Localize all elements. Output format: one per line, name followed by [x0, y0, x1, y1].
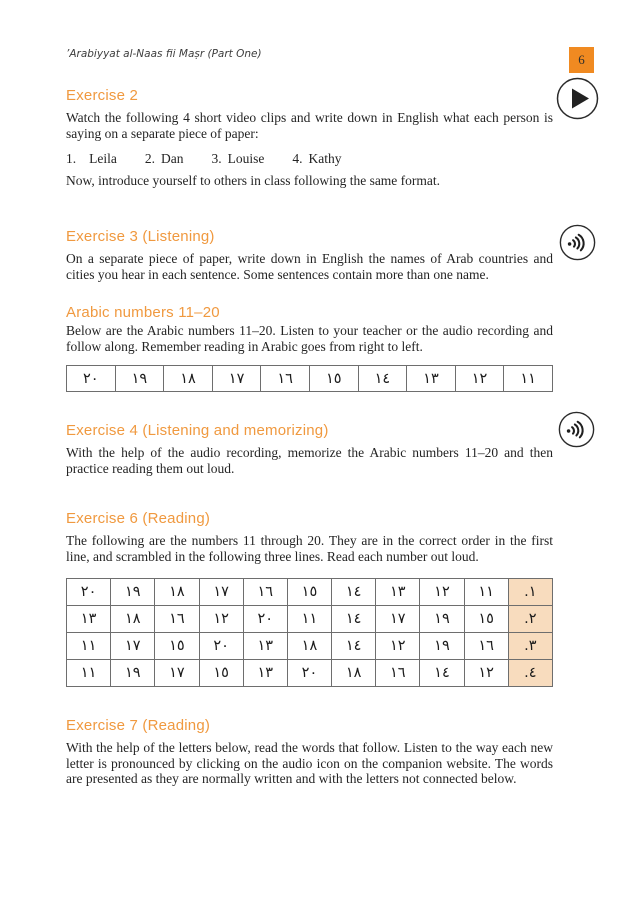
exercise-6-instructions: The following are the numbers 11 through 20. They are in the correct order in the first line, and scrambled in the following three lines. Read each number out loud. — [66, 533, 553, 564]
number-cell: ١٣ — [376, 579, 420, 606]
play-icon — [556, 77, 599, 120]
table-row — [67, 660, 553, 687]
arabic-numbers-instructions: Below are the Arabic numbers 11–20. Listen to your teacher or the audio recording and follow along. Remember reading in Arabic goes from right to left. — [66, 323, 553, 354]
list-item — [66, 151, 117, 167]
list-item — [145, 151, 184, 167]
number-cell: ١٩ — [111, 660, 155, 687]
number-cell: ١٢ — [420, 579, 464, 606]
number-cell: ١١ — [504, 366, 553, 392]
number-cell: ١٥ — [155, 633, 199, 660]
number-cell: ٢٠ — [199, 633, 243, 660]
table-row — [67, 633, 553, 660]
exercise-6-heading: Exercise 6 (Reading) — [66, 510, 211, 527]
number-cell: ٢٠ — [67, 366, 116, 392]
running-header: ’Arabiyyat al-Naas fii Maṣr (Part One) — [66, 48, 262, 60]
exercise-7-heading: Exercise 7 (Reading) — [66, 717, 211, 734]
number-cell: ١٤ — [332, 579, 376, 606]
number-cell: ١٨ — [332, 660, 376, 687]
page-number-badge: 6 — [569, 47, 594, 73]
exercise-4-heading: Exercise 4 (Listening and memorizing) — [66, 422, 329, 439]
number-cell: ١٤ — [420, 660, 464, 687]
list-item-number: 2. — [144, 151, 155, 166]
list-item — [292, 151, 341, 167]
row-label-cell: ٢. — [508, 606, 552, 633]
play-video-button[interactable] — [556, 77, 599, 120]
number-cell: ٢٠ — [287, 660, 331, 687]
audio-waves-icon — [559, 224, 596, 261]
list-item-number: 4. — [292, 151, 303, 166]
number-cell: ١٦ — [155, 606, 199, 633]
number-cell: ١٩ — [420, 633, 464, 660]
row-label-cell: ٣. — [508, 633, 552, 660]
number-cell: ١٥ — [199, 660, 243, 687]
arabic-numbers-heading: Arabic numbers 11–20 — [66, 304, 220, 321]
number-cell: ١٢ — [376, 633, 420, 660]
number-cell: ١٦ — [243, 579, 287, 606]
number-cell: ١٦ — [376, 660, 420, 687]
number-cell: ٢٠ — [67, 579, 111, 606]
number-cell: ١٤ — [332, 633, 376, 660]
exercise-3-instructions: On a separate piece of paper, write down in English the names of Arab countries and cities you hear in each sentence. Some sentences contain more than one name. — [66, 251, 553, 282]
row-label-cell: ١. — [508, 579, 552, 606]
number-cell: ١٢ — [464, 660, 508, 687]
list-item-number: 3. — [211, 151, 222, 166]
arabic-numbers-table — [66, 365, 553, 392]
row-label-cell: ٤. — [508, 660, 552, 687]
list-item — [211, 151, 264, 167]
number-cell: ١٨ — [155, 579, 199, 606]
number-cell: ١٨ — [111, 606, 155, 633]
number-cell: ١١ — [464, 579, 508, 606]
number-cell: ١٨ — [287, 633, 331, 660]
table-row — [67, 606, 553, 633]
number-cell: ١٢ — [199, 606, 243, 633]
number-cell: ١٦ — [464, 633, 508, 660]
table-row — [67, 579, 553, 606]
number-cell: ١٢ — [455, 366, 504, 392]
number-cell: ١٨ — [164, 366, 213, 392]
number-cell: ١٧ — [111, 633, 155, 660]
list-item-name: Dan — [160, 151, 184, 166]
video-clip-name-list — [66, 151, 553, 167]
list-item-number: 1. — [66, 151, 77, 166]
scrambled-numbers-table — [66, 578, 553, 687]
number-cell: ٢٠ — [243, 606, 287, 633]
number-cell: ١٧ — [199, 579, 243, 606]
exercise-7-instructions: With the help of the letters below, read the words that follow. Listen to the way each new letter is pronounced by clicking on the audio icon on the companion website. The words are presented as they are normally written and with the letters not connected below. — [66, 740, 553, 786]
number-cell: ١٧ — [212, 366, 261, 392]
exercise-3-heading: Exercise 3 (Listening) — [66, 228, 215, 245]
list-item-name: Kathy — [308, 151, 342, 166]
number-cell: ١١ — [67, 660, 111, 687]
number-cell: ١٥ — [287, 579, 331, 606]
audio-button-exercise-4[interactable] — [558, 411, 595, 448]
list-item-name: Leila — [89, 151, 117, 166]
number-cell: ١٣ — [243, 660, 287, 687]
exercise-2-closing: Now, introduce yourself to others in class following the same format. — [66, 172, 441, 188]
number-cell: ١٩ — [111, 579, 155, 606]
audio-waves-icon — [558, 411, 595, 448]
number-cell: ١١ — [67, 633, 111, 660]
number-cell: ١٧ — [376, 606, 420, 633]
number-cell: ١٩ — [420, 606, 464, 633]
list-item-name: Louise — [227, 151, 265, 166]
exercise-4-instructions: With the help of the audio recording, memorize the Arabic numbers 11–20 and then practice reading them out loud. — [66, 445, 553, 476]
number-cell: ١٤ — [332, 606, 376, 633]
audio-button-exercise-3[interactable] — [559, 224, 596, 261]
number-cell: ١٤ — [358, 366, 407, 392]
number-cell: ١٧ — [155, 660, 199, 687]
number-cell: ١٩ — [115, 366, 164, 392]
number-cell: ١٥ — [464, 606, 508, 633]
table-row — [67, 366, 553, 392]
exercise-2-instructions: Watch the following 4 short video clips and write down in English what each person is saying on a separate piece of paper: — [66, 110, 553, 141]
number-cell: ١٣ — [67, 606, 111, 633]
number-cell: ١١ — [287, 606, 331, 633]
number-cell: ١٣ — [407, 366, 456, 392]
number-cell: ١٣ — [243, 633, 287, 660]
number-cell: ١٥ — [309, 366, 358, 392]
number-cell: ١٦ — [261, 366, 310, 392]
exercise-2-heading: Exercise 2 — [66, 87, 139, 104]
